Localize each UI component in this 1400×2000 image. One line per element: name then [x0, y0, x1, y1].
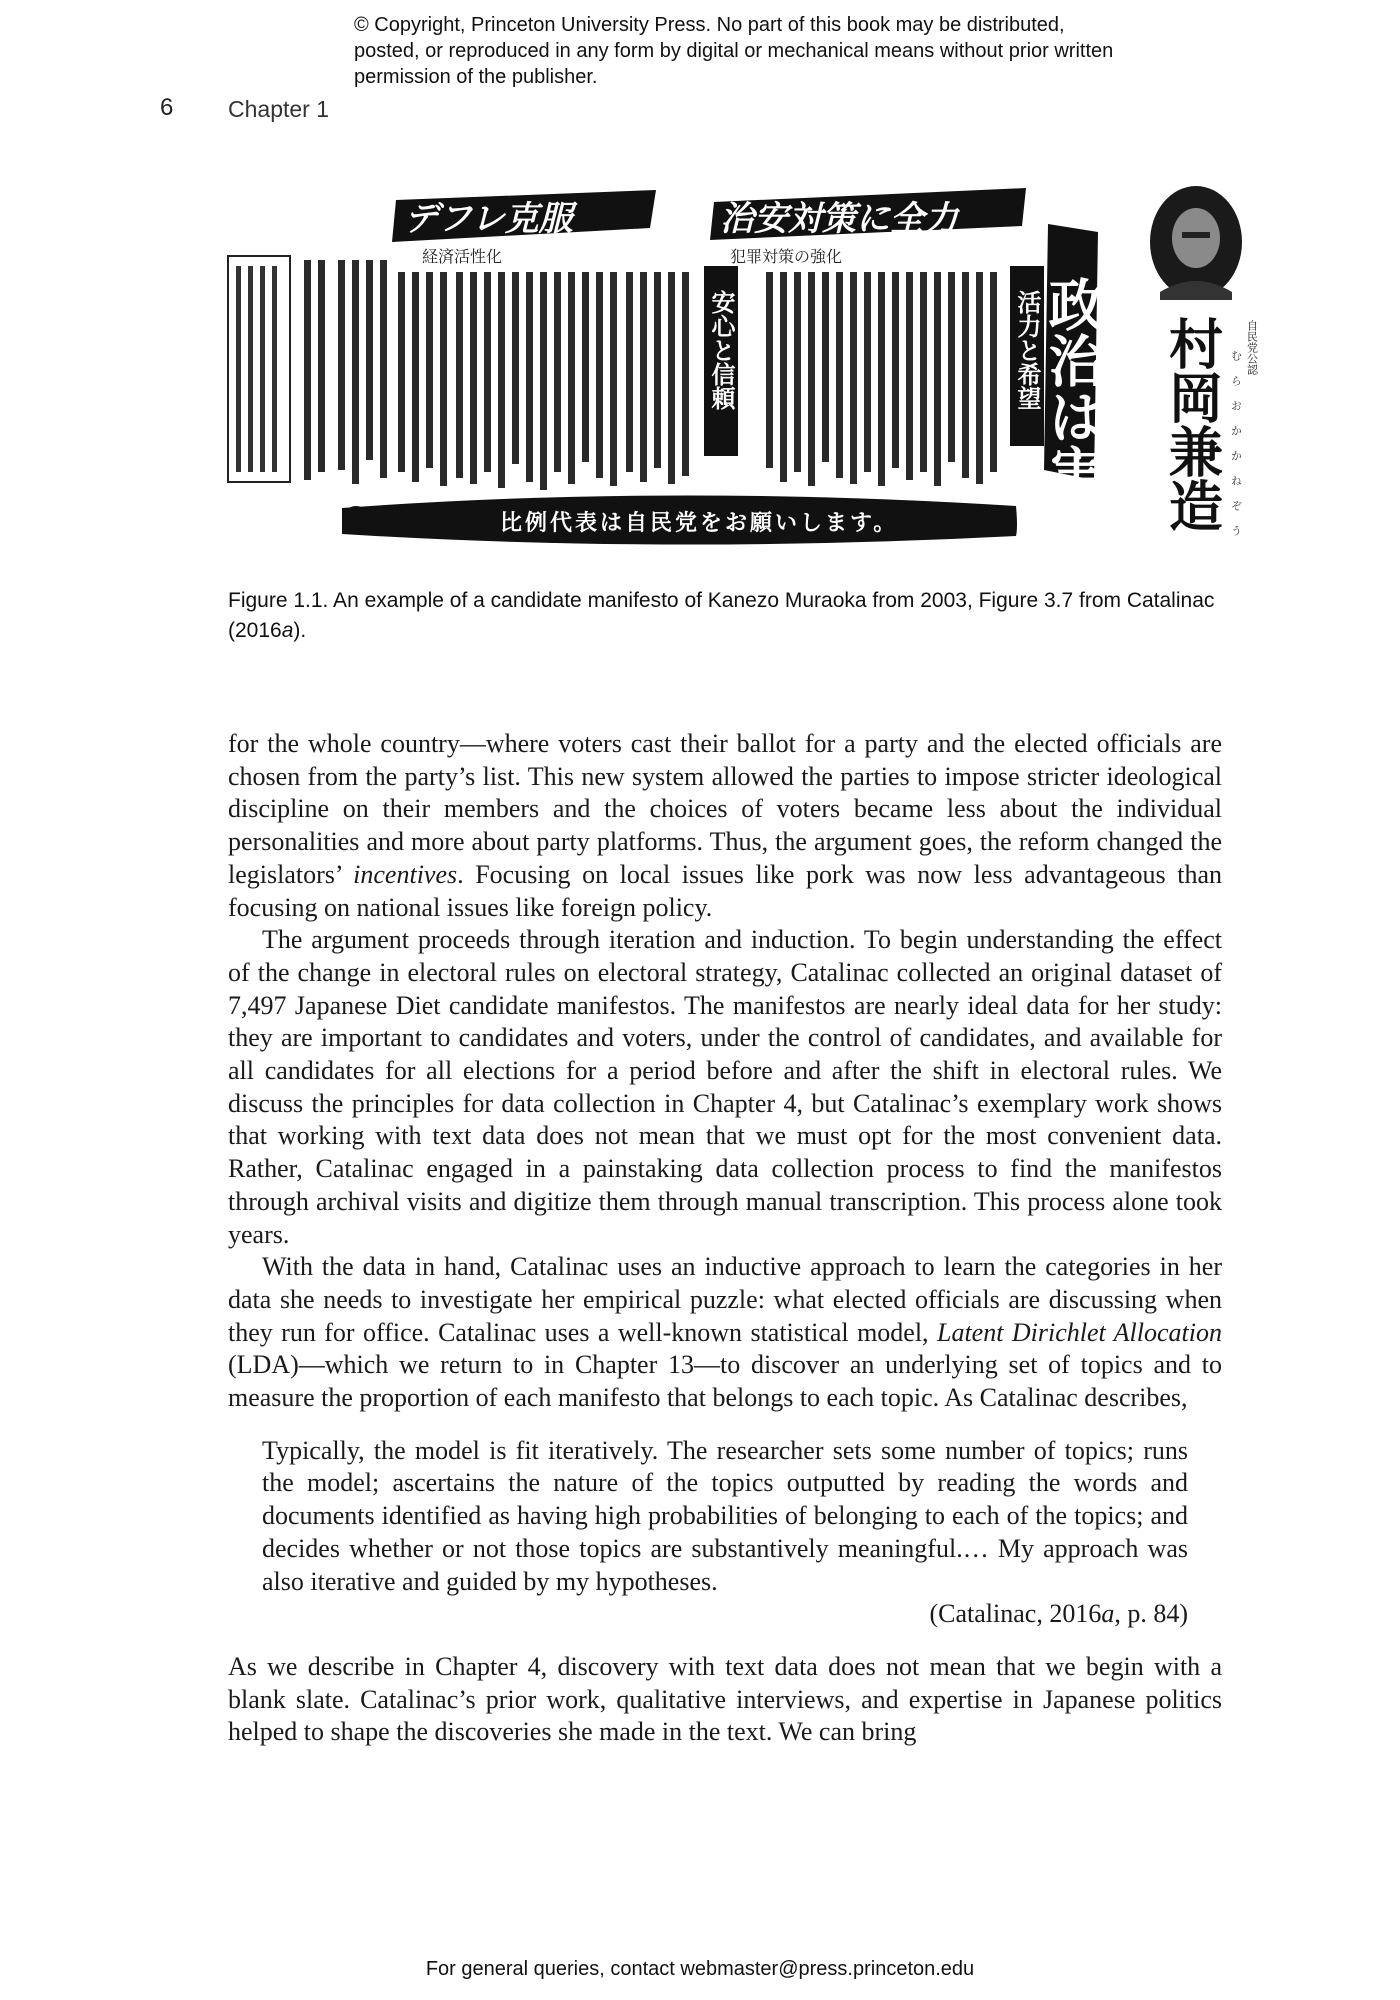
caption-end: ). [293, 619, 307, 642]
p3-text-b: (LDA)—which we return to in Chapter 13—to discover an underlying set of topics and to measure the proportion of each manifesto that belongs to each topic. As Catalinac describes, [228, 1350, 1222, 1413]
bottom-banner [342, 495, 1017, 544]
block-quote [262, 1435, 1188, 1631]
copyright-notice: © Copyright, Princeton University Press. No part of this book may be distributed, posted, or reproduced in any form by digital or mechanical means without prior written permission of the publisher. [354, 14, 1114, 88]
vitality-box-text: 活力と希望 [1013, 290, 1041, 410]
quote-citation [262, 1598, 1188, 1631]
p1-text-b: . Focusing on local issues like pork was now less advantageous than focusing on national issues like foreign policy. [228, 859, 1222, 922]
p3-text-a: With the data in hand, Catalinac uses an inductive approach to learn the categories in her data she needs to investigate her empirical puzzle: what elected officials are discussing when they run for office. Catalinac uses a well-known statistical model, [228, 1252, 1222, 1347]
profile-box-lines [236, 266, 277, 472]
caption-italic: a [281, 619, 294, 642]
manifesto-image [226, 180, 1262, 560]
paragraph-2: The argument proceeds through iteration and induction. To begin understanding the effect of the change in electoral rules on electoral strategy, Catalinac collected an original dataset of 7,497 Japanese Diet candidate manifestos. The manifestos are nearly ideal data for her study: they are important to candidates and voters, under the control of candidates, and available for all candidates for all elections for a period before and after the shift in electoral rules. We discuss the principles for data collection in Chapter 4, but Catalinac’s exemplary work shows that working with text data does not mean that we must opt for the most convenient data. Rather, Catalinac engaged in a painstaking data collection process to find the manifestos through archival visits and digitize them through manual transcription. This process alone took years. [228, 925, 1222, 1249]
body-text [228, 728, 1222, 1749]
headline-mid [710, 188, 1026, 266]
p3-emphasis: Latent Dirichlet Allocation [936, 1317, 1222, 1347]
headline-left [392, 190, 656, 266]
cite-text-a: (Catalinac, 2016 [929, 1599, 1102, 1629]
banner-text: 比例代表は自民党をお願いします。 [500, 511, 899, 536]
candidate-photo [1150, 186, 1242, 300]
figure-manifesto [226, 180, 1262, 560]
caption-text: Figure 1.1. An example of a candidate manifesto of Kanezo Muraoka from 2003, Figure 3.7 from Catalinac (2016 [228, 589, 1215, 642]
slogan-text: 政治は実行 [1039, 276, 1105, 556]
safety-box-text: 安心と信頼 [707, 290, 735, 410]
manifesto-text-columns [304, 260, 997, 490]
headline-mid-sub: 犯罪対策の強化 [730, 247, 843, 266]
party-label: 自民党公認 [1245, 320, 1259, 375]
paragraph-4: As we describe in Chapter 4, discovery with text data does not mean that we begin with a blank slate. Catalinac’s prior work, qualitative interviews, and expertise in Japanese politics helped to shape the discoveries she made in the text. We can bring [228, 1651, 1222, 1747]
headline-mid-text: 治安対策に全力 [720, 199, 958, 239]
page-number: 6 [160, 94, 174, 121]
headline-left-text: デフレ克服 [404, 199, 573, 239]
candidate-name-reading: むらおかかねぞう [1229, 350, 1243, 550]
figure-caption [228, 586, 1228, 646]
candidate-name: 村岡兼造 [1160, 316, 1224, 532]
footer-contact: For general queries, contact webmaster@press.princeton.edu [425, 1958, 975, 1980]
running-header-chapter: Chapter 1 [228, 96, 330, 122]
paragraph-1 [228, 728, 1222, 924]
paragraph-3 [228, 1251, 1222, 1415]
p1-text-a: for the whole country—where voters cast their ballot for a party and the elected officials are chosen from the party’s list. This new system allowed the parties to impose stricter ideological discipline on their members and the choices of voters became less about the individual personalities and more about party platforms. Thus, the argument goes, the reform changed the legislators’ [228, 729, 1222, 889]
headline-left-sub: 経済活性化 [422, 247, 503, 266]
slogan-block [1040, 224, 1105, 556]
cite-italic: a [1101, 1599, 1115, 1629]
p1-emphasis: incentives [353, 859, 458, 889]
cite-text-b: , p. 84) [1114, 1599, 1188, 1629]
quote-text: Typically, the model is fit iteratively. The researcher sets some number of topics; runs the model; ascertains the nature of the topics outputted by reading the words and documents identified as having high probabilities of belonging to each of the topics; and decides whether or not those topics are substantively meaningful.… My approach was also iterative and guided by my hypotheses. [262, 1435, 1188, 1596]
